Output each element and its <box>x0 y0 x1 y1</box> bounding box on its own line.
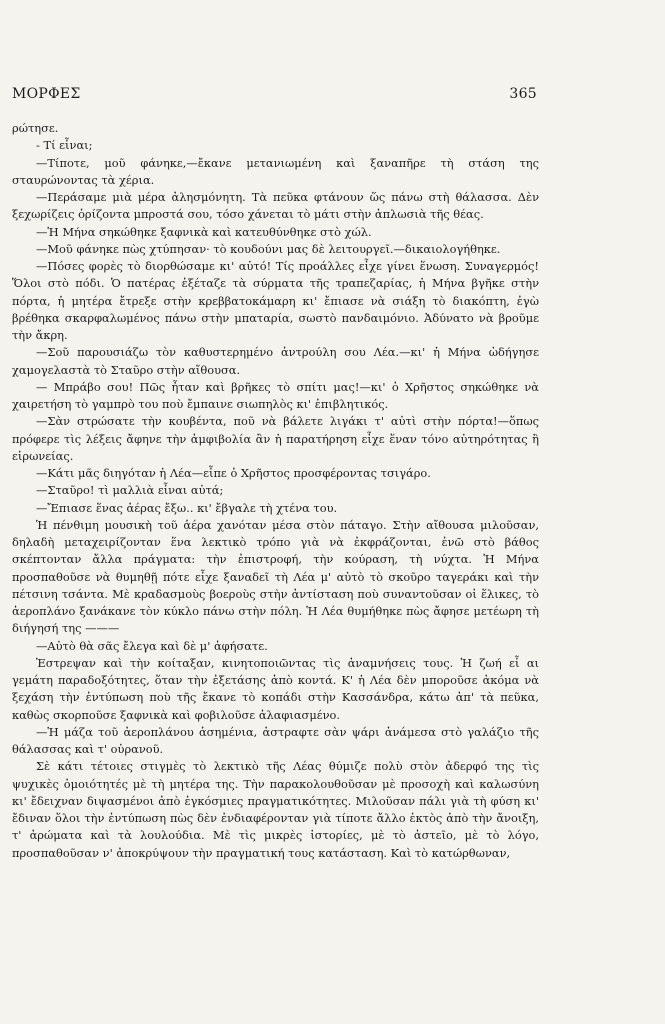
paragraph: —Τίποτε, μοῦ φάνηκε,—ἔκανε μετανιωμένη καὶ ξαναπῆρε τὴ στάση της σταυρώνοντας τὰ χέρια. <box>12 155 539 187</box>
page-body <box>12 120 539 862</box>
paragraph: —Ἔπιασε ἕνας ἀέρας ἔξω.. κι' ἔβγαλε τὴ χτένα του. <box>36 500 338 515</box>
paragraph: —Αὐτὸ θὰ σᾶς ἔλεγα καὶ δὲ μ' ἀφήσατε. <box>36 638 268 653</box>
paragraph: —Κάτι μᾶς διηγόταν ἡ Λέα—εἶπε ὁ Χρῆστος προσφέροντας τσιγάρο. <box>36 466 431 480</box>
paragraph: —Ἡ μάζα τοῦ ἀεροπλάνου ἀσημένια, ἀστραφτε σὰν ψάρι ἀνάμεσα στὸ γαλάζιο τῆς θάλασσας καὶ τ' οὐρανοῦ. <box>12 724 539 756</box>
page-number: 365 <box>509 86 537 102</box>
running-title: ΜΟΡΦΕΣ <box>12 86 81 102</box>
paragraph: Ἡ πένθιμη μουσικὴ τοῦ ἀέρα χανόταν μέσα στὸν πάταγο. Στὴν αἴθουσα μιλοῦσαν, δηλαδὴ μεταχειρίζονταν ἕνα λεκτικὸ τρόπο γιὰ νὰ ἐκφράζονται, ἐνῶ στὸ βάθος σκέπτονταν ἄλλα πράγματα: τὴν ἐπιστροφή, τὴν κούραση, τὴ νύχτα. Ἡ Μήνα προσπαθοῦσε νὰ θυμηθῇ πότε εἶχε ξαναδεῖ τὴ Λέα μ' αὐτὸ τὸ σκοῦρο ταγεράκι καὶ τὴν πέτσινη τσάντα. Μὲ κραδασμοὺς βοεροὺς στὴν ἀντίσταση ποὺ συναντοῦσαν οἱ ἕλικες, τὸ ἀεροπλάνο ξανάκανε τὸν κύκλο πάνω στὴν πόλη. Ἡ Λέα θυμήθηκε πὼς ἄφησε μετέωρη τὴ διήγησή της ——— <box>12 517 539 636</box>
paragraph: —Σοῦ παρουσιάζω τὸν καθυστερημένο ἀντρούλη σου Λέα.—κι' ἡ Μήνα ὠδήγησε χαμογελαστὰ τὸ Σταῦρο στὴν αἴθουσα. <box>12 345 539 377</box>
paragraph: ρώτησε. <box>12 121 59 135</box>
paragraph: — Μπράβο σου! Πῶς ἦταν καὶ βρῆκες τὸ σπίτι μας!—κι' ὁ Χρῆστος σηκώθηκε νὰ χαιρετήση τὸ γαμπρὸ του ποὺ ἔμπαινε σιωπηλὸς κι' ἐπιβλητικός. <box>12 379 539 411</box>
running-header <box>12 86 537 102</box>
paragraph: —Σταῦρο! τὶ μαλλιὰ εἶναι αὐτά; <box>36 483 224 498</box>
paragraph: —Ἡ Μήνα σηκώθηκε ξαφνικὰ καὶ κατευθύνθηκε στὸ χώλ. <box>36 224 372 239</box>
paragraph: Ἐστρεψαν καὶ τὴν κοίταξαν, κινητοποιῶντας τὶς ἀναμνήσεις τους. Ἡ ζωή εἶ αι γεμάτη παραδοξότητες, ὅταν τὴν ἐξετάσης ἀπὸ κοντά. Κ' ἡ Λέα δὲν μποροῦσε ἀκόμα νὰ ξεχάση τὴν ἐντύπωση ποὺ τῆς ἔκανε τὸ κοπάδι στὴν Κασσάνδρα, κάτω ἀπ' τὰ πεῦκα, καθὼς σκορποῦσε ξαφνικὰ καὶ φοβιλοῦσε ἀλαφιασμένο. <box>12 655 539 722</box>
paragraph: —Πόσες φορὲς τὸ διορθώσαμε κι' αὐτό! Τίς προάλλες εἶχε γίνει ἕνωση. Συναγερμός! Ὅλοι στὸ πόδι. Ὁ πατέρας ἐξέταζε τὰ σύρματα τῆς τραπεζαρίας, ἡ Μήνα βγῆκε στὴν πόρτα, ἡ μητέρα ἔτρεξε στὴν κρεββατοκάμαρη κι' ἔπιασε νὰ σιάξη τὸ διακόπτη, ἐγὼ βρέθηκα σκαρφαλωμένος πάνω στὴν μπαταρία, σωστὸ πανδαιμόνιο. Ἀδύνατο νὰ βροῦμε τὴν ἄκρη. <box>12 259 539 342</box>
paragraph: Σὲ κάτι τέτοιες στιγμὲς τὸ λεκτικὸ τῆς Λέας θύμιζε πολὺ στὸν ἀδερφό της τὶς ψυχικὲς ὁμοιότητές μὲ τὴ μητέρα της. Τὴν παρακολουθοῦσαν μὲ προσοχὴ καὶ καλωσύνη κι' ἔδειχναν διψασμένοι ἀπὸ ἐγκόσμιες πραγματικότητες. Μιλοῦσαν πάλι γιὰ τὴ φύση κι' ἔδιναν ὅλοι τὴν ἐντύπωση πὼς δὲν ἐνδιαφέρονταν γιὰ τίποτε ἄλλο ἐκτὸς ἀπὸ τὴν ἄνοιξη, τ' ἀρώματα καὶ τὰ λουλούδια. Μὲ τὶς μικρὲς ἱστορίες, μὲ τὸ ἀστεῖο, μὲ τὸ λόγο, προσπαθοῦσαν ν' ἀποκρύψουν τὴν πραγματική τους κατάσταση. Καὶ τὸ κατώρθωναν, <box>12 759 539 860</box>
paragraph: - Τί εἶναι; <box>36 138 93 153</box>
paragraph: —Περάσαμε μιὰ μέρα ἀλησμόνητη. Τὰ πεῦκα φτάνουν ὥς πάνω στὴ θάλασσα. Δὲν ξεχωρίζεις ὁρίζοντα μπροστά σου, τόσο χάνεται τὸ μάτι στὴν ἀπλωσιὰ τῆς θέας. <box>12 190 539 222</box>
paragraph: —Σὰν στρώσατε τὴν κουβέντα, ποῦ νὰ βάλετε λιγάκι τ' αὐτὶ στὴν πόρτα!—ὅπως πρόφερε τὶς λέξεις ἄφηνε τὴν ἀμφιβολία ἂν ἡ παρατήρηση εἶχε ἕναν τόνο αὐτηρότητας ἢ εἰρωνείας. <box>12 414 539 463</box>
paragraph: —Μοῦ φάνηκε πὼς χτύπησαν· τὸ κουδούνι μας δὲ λειτουργεῖ.—δικαιολογήθηκε. <box>36 241 501 256</box>
